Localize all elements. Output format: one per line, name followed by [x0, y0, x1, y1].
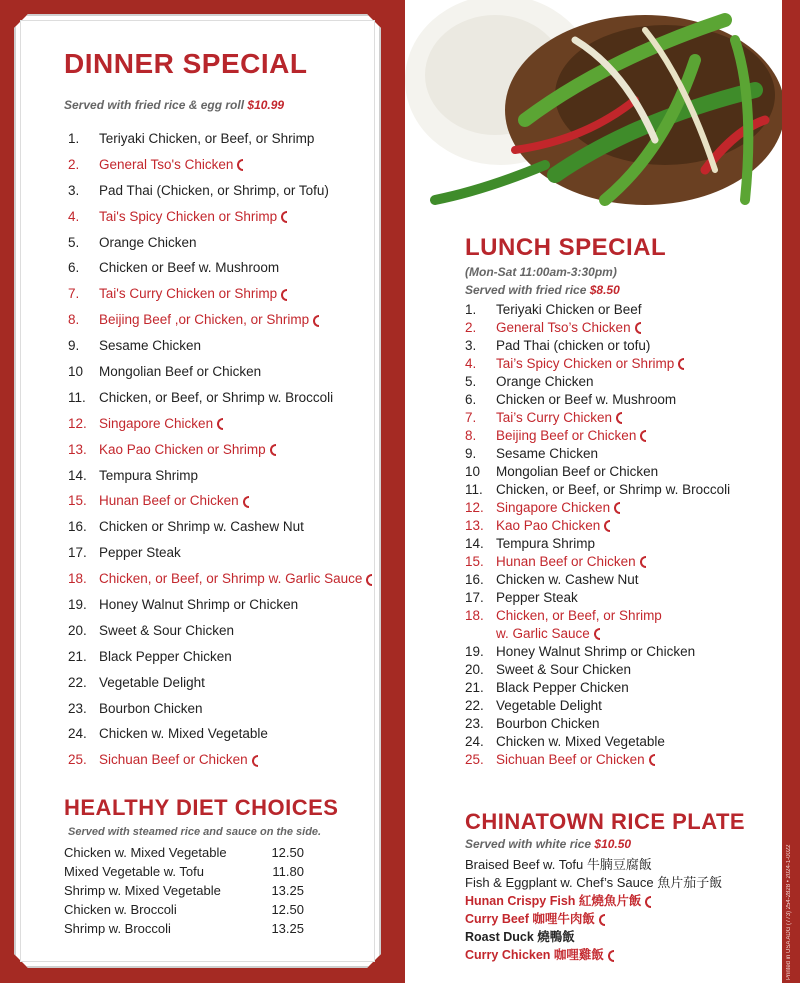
dinner-item-number: 17.	[68, 545, 87, 561]
lunch-item-name: Tai’s Spicy Chicken or Shrimp	[496, 356, 675, 371]
rice-plate-item	[465, 946, 775, 964]
lunch-item	[465, 409, 775, 427]
dinner-item-name: Black Pepper Chicken	[99, 648, 232, 664]
lunch-item	[465, 355, 775, 373]
healthy-subtitle: Served with steamed rice and sauce on the side.	[68, 826, 322, 838]
dinner-item	[68, 178, 368, 204]
lunch-item-number: 24.	[465, 734, 484, 749]
dinner-item-name-wrap	[99, 747, 258, 773]
food-photo	[405, 0, 782, 225]
rice-plate-item-name: Roast Duck 燒鴨飯	[465, 930, 575, 944]
rice-plate-item	[465, 874, 775, 892]
dinner-item	[68, 618, 368, 644]
spicy-pepper-icon	[281, 289, 287, 301]
dinner-item	[68, 566, 368, 592]
lunch-item-name: Beijing Beef or Chicken	[496, 428, 637, 443]
lunch-item	[465, 733, 775, 751]
dinner-item	[68, 592, 368, 618]
dinner-item-name: General Tso's Chicken	[99, 156, 234, 172]
spicy-pepper-icon	[217, 418, 223, 430]
dinner-item-name-wrap	[99, 359, 261, 385]
dinner-item-name-wrap	[99, 592, 298, 618]
lunch-item-number: 5.	[465, 374, 477, 389]
dinner-item-number: 19.	[68, 597, 87, 613]
dinner-item	[68, 514, 368, 540]
healthy-item-price: 13.25	[271, 921, 304, 936]
dinner-item-name-wrap	[99, 514, 304, 540]
dinner-item-name-wrap	[99, 463, 198, 489]
lunch-item	[465, 535, 775, 553]
lunch-item-name-wrap	[496, 535, 775, 553]
rice-plate-title: CHINATOWN RICE PLATE	[465, 809, 746, 834]
lunch-item	[465, 463, 775, 481]
dinner-item	[68, 696, 368, 722]
healthy-row	[64, 843, 314, 862]
dinner-item-name-wrap	[99, 566, 372, 592]
lunch-item-number: 21.	[465, 680, 484, 695]
dinner-item	[68, 281, 368, 307]
lunch-item-name-wrap	[496, 391, 775, 409]
lunch-item-number: 4.	[465, 356, 477, 371]
dinner-item-name: Mongolian Beef or Chicken	[99, 364, 262, 380]
lunch-subtitle-text: Served with fried rice	[465, 283, 587, 297]
lunch-item-name-wrap	[496, 409, 775, 427]
dinner-item-number: 1.	[68, 131, 80, 146]
rice-plate-item-name: Braised Beef w. Tofu 牛腩豆腐飯	[465, 857, 652, 872]
dinner-item-name-wrap	[99, 152, 243, 178]
lunch-item-number: 20.	[465, 662, 484, 677]
lunch-item	[465, 517, 775, 535]
dinner-item-number: 22.	[68, 674, 87, 690]
dinner-item-number: 21.	[68, 648, 87, 664]
lunch-hours: (Mon-Sat 11:00am-3:30pm)	[465, 265, 617, 279]
lunch-item	[465, 427, 775, 445]
lunch-item-number: 23.	[465, 716, 484, 731]
lunch-item	[465, 589, 775, 607]
dinner-item-number: 15.	[68, 493, 87, 509]
dinner-item-number: 16.	[68, 519, 87, 535]
lunch-item-name-wrap	[496, 319, 775, 337]
lunch-item-number: 11.	[465, 482, 483, 497]
lunch-item	[465, 337, 775, 355]
lunch-item	[465, 373, 775, 391]
rice-plate-subtitle	[465, 837, 631, 851]
rice-plate-item	[465, 856, 775, 874]
lunch-item	[465, 319, 775, 337]
lunch-item-number: 15.	[465, 554, 484, 569]
lunch-item-name-wrap	[496, 697, 775, 715]
lunch-price: $8.50	[589, 283, 620, 297]
lunch-item-number: 6.	[465, 392, 477, 407]
lunch-item-name-wrap	[496, 499, 775, 517]
lunch-item-number: 7.	[465, 410, 477, 425]
dinner-item-name: Sesame Chicken	[99, 338, 202, 354]
dinner-list	[68, 126, 368, 773]
dinner-item-name: Chicken w. Mixed Vegetable	[99, 726, 268, 742]
dinner-item-number: 6.	[68, 260, 80, 276]
dinner-item-name-wrap	[99, 618, 234, 644]
healthy-item-price: 13.25	[271, 883, 304, 898]
dinner-item-name-wrap	[99, 696, 203, 722]
lunch-item-number: 2.	[465, 320, 477, 335]
spicy-pepper-icon	[614, 502, 620, 514]
dinner-item-number: 13.	[68, 441, 87, 457]
rice-plate-item-name: Curry Chicken 咖哩雞飯	[465, 948, 604, 962]
dinner-item-number: 7.	[68, 286, 80, 302]
dinner-item-number: 8.	[68, 312, 80, 328]
spicy-pepper-icon	[270, 444, 276, 456]
dinner-price: $10.99	[247, 98, 285, 112]
rice-plate-item	[465, 928, 775, 946]
dinner-title: DINNER SPECIAL	[64, 48, 308, 79]
lunch-item-name: Tempura Shrimp	[496, 536, 596, 551]
lunch-item-name: Chicken or Beef w. Mushroom	[496, 392, 677, 407]
lunch-item-name: Hunan Beef or Chicken	[496, 554, 636, 569]
lunch-item-name: General Tso’s Chicken	[496, 320, 631, 335]
lunch-item-number: 16.	[465, 572, 484, 587]
lunch-item-name: Black Pepper Chicken	[496, 680, 629, 695]
rice-plate-item-name: Fish & Eggplant w. Chef’s Sauce 魚片茄子飯	[465, 875, 723, 890]
dinner-item	[68, 488, 368, 514]
lunch-item-name: Pad Thai (chicken or tofu)	[496, 338, 651, 353]
dinner-item	[68, 644, 368, 670]
lunch-item	[465, 391, 775, 409]
dinner-item	[68, 204, 368, 230]
dinner-item-name-wrap	[99, 721, 268, 747]
dinner-item-name: Sweet & Sour Chicken	[99, 622, 235, 638]
spicy-pepper-icon	[366, 574, 372, 586]
dinner-item-name: Tai's Spicy Chicken or Shrimp	[99, 208, 278, 224]
lunch-item-name: Chicken, or Beef, or Shrimp w. Broccoli	[496, 482, 731, 497]
lunch-item-name-wrap	[496, 301, 775, 319]
dinner-item	[68, 411, 368, 437]
dinner-item-name: Honey Walnut Shrimp or Chicken	[99, 597, 299, 613]
lunch-item-name-line2: w. Garlic Sauce	[496, 626, 590, 641]
dinner-item-name: Pad Thai (Chicken, or Shrimp, or Tofu)	[99, 182, 329, 198]
dinner-item-name-wrap	[99, 488, 249, 514]
lunch-item-name: Vegetable Delight	[496, 698, 602, 713]
lunch-item	[465, 499, 775, 517]
dinner-item	[68, 721, 368, 747]
rice-plate-item	[465, 910, 775, 928]
dinner-item-number: 10	[68, 364, 84, 380]
lunch-item-number: 17.	[465, 590, 484, 605]
lunch-item-name: Honey Walnut Shrimp or Chicken	[496, 644, 696, 659]
dinner-item-number: 2.	[68, 156, 80, 172]
lunch-item-number: 13.	[465, 518, 484, 533]
spicy-pepper-icon	[608, 950, 614, 962]
lunch-item-number: 3.	[465, 338, 477, 353]
dinner-item-name-wrap	[99, 178, 329, 204]
spicy-pepper-icon	[243, 496, 249, 508]
lunch-item-name-wrap	[496, 337, 775, 355]
lunch-item	[465, 301, 775, 319]
dinner-item-name: Chicken or Shrimp w. Cashew Nut	[99, 519, 304, 535]
spicy-pepper-icon	[281, 211, 287, 223]
lunch-item	[465, 679, 775, 697]
lunch-item-number: 14.	[465, 536, 484, 551]
dinner-subtitle	[64, 98, 284, 112]
lunch-item	[465, 445, 775, 463]
lunch-item-name-wrap	[496, 517, 775, 535]
healthy-item-name: Chicken w. Broccoli	[64, 902, 177, 917]
dinner-item-name: Tempura Shrimp	[99, 467, 199, 483]
lunch-item-number: 19.	[465, 644, 484, 659]
dinner-item-name: Beijing Beef ,or Chicken, or Shrimp	[99, 312, 310, 328]
dinner-item-name-wrap	[99, 126, 314, 152]
dinner-item-name-wrap	[99, 204, 287, 230]
dinner-item-name: Pepper Steak	[99, 545, 181, 561]
healthy-item-name: Shrimp w. Mixed Vegetable	[64, 883, 221, 898]
lunch-item-name-wrap	[496, 607, 775, 643]
lunch-item-name-wrap	[496, 481, 775, 499]
dinner-item	[68, 359, 368, 385]
lunch-item-name: Bourbon Chicken	[496, 716, 600, 731]
lunch-item	[465, 553, 775, 571]
spicy-pepper-icon	[313, 315, 319, 327]
dinner-item	[68, 152, 368, 178]
lunch-item-name: Tai’s Curry Chicken	[496, 410, 613, 425]
spicy-pepper-icon	[649, 754, 655, 766]
dinner-item-name-wrap	[99, 670, 205, 696]
lunch-item	[465, 643, 775, 661]
spicy-pepper-icon	[635, 322, 641, 334]
lunch-item-name-wrap	[496, 679, 775, 697]
lunch-item-name-wrap	[496, 373, 775, 391]
lunch-item-number: 8.	[465, 428, 477, 443]
dinner-item-name: Bourbon Chicken	[99, 700, 203, 716]
dinner-item-number: 18.	[68, 571, 87, 587]
lunch-item-number: 10	[465, 464, 481, 479]
spicy-pepper-icon	[252, 755, 258, 767]
dinner-item-name-wrap	[99, 255, 279, 281]
dinner-item-name-wrap	[99, 540, 181, 566]
spicy-pepper-icon	[678, 358, 684, 370]
spicy-pepper-icon	[645, 896, 651, 908]
dinner-item-name: Kao Pao Chicken or Shrimp	[99, 441, 266, 457]
lunch-item-name-wrap	[496, 553, 775, 571]
dinner-item-name: Singapore Chicken	[99, 415, 214, 431]
healthy-title: HEALTHY DIET CHOICES	[64, 795, 339, 820]
dinner-item-number: 20.	[68, 622, 87, 638]
dinner-item-name: Chicken, or Beef, or Shrimp w. Garlic Sauce	[99, 571, 363, 587]
dinner-item-name-wrap	[99, 385, 333, 411]
lunch-subtitle	[465, 283, 620, 297]
lunch-item-name: Sesame Chicken	[496, 446, 599, 461]
dinner-item-number: 25.	[68, 752, 87, 768]
lunch-item	[465, 481, 775, 499]
lunch-item	[465, 571, 775, 589]
dinner-item-number: 14.	[68, 467, 87, 483]
lunch-item-number: 9.	[465, 446, 477, 461]
lunch-item-name-wrap	[496, 589, 775, 607]
spicy-pepper-icon	[604, 520, 610, 532]
rice-plate-subtitle-text: Served with white rice	[465, 837, 592, 851]
dinner-item-number: 4.	[68, 208, 80, 224]
dinner-item	[68, 437, 368, 463]
lunch-item-name: Pepper Steak	[496, 590, 578, 605]
healthy-row	[64, 900, 314, 919]
lunch-title: LUNCH SPECIAL	[465, 234, 667, 261]
lunch-item-name: Sichuan Beef or Chicken	[496, 752, 645, 767]
dinner-item-name-wrap	[99, 281, 287, 307]
food-photo-image	[405, 0, 782, 225]
lunch-item	[465, 751, 775, 769]
dinner-item-name: Teriyaki Chicken, or Beef, or Shrimp	[99, 131, 315, 146]
dinner-item-name-wrap	[99, 437, 276, 463]
dinner-item-name-wrap	[99, 230, 197, 256]
lunch-item-name: Chicken, or Beef, or Shrimp	[496, 608, 662, 623]
lunch-item-name-wrap	[496, 427, 775, 445]
rice-plate-price: $10.50	[594, 837, 632, 851]
dinner-item	[68, 670, 368, 696]
healthy-item-name: Mixed Vegetable w. Tofu	[64, 864, 204, 879]
lunch-item-name: Sweet & Sour Chicken	[496, 662, 632, 677]
lunch-item-name: Singapore Chicken	[496, 500, 611, 515]
dinner-item-name-wrap	[99, 411, 223, 437]
lunch-item-name: Kao Pao Chicken	[496, 518, 601, 533]
healthy-item-name: Chicken w. Mixed Vegetable	[64, 845, 227, 860]
healthy-row	[64, 881, 314, 900]
dinner-subtitle-text: Served with fried rice & egg roll	[64, 98, 245, 112]
lunch-item-number: 12.	[465, 500, 484, 515]
lunch-item-name-wrap	[496, 571, 775, 589]
lunch-item-name: Mongolian Beef or Chicken	[496, 464, 659, 479]
healthy-item-price: 11.80	[272, 864, 304, 879]
dinner-item	[68, 126, 368, 152]
lunch-item-name: Orange Chicken	[496, 374, 594, 389]
lunch-item-name-wrap	[496, 715, 775, 733]
rice-plate-item-name: Hunan Crispy Fish 紅燒魚片飯	[465, 894, 642, 908]
dinner-item	[68, 463, 368, 489]
spicy-pepper-icon	[616, 412, 622, 424]
lunch-item-number: 22.	[465, 698, 484, 713]
dinner-item-number: 12.	[68, 415, 87, 431]
spicy-pepper-icon	[640, 556, 646, 568]
rice-plate-item-name: Curry Beef 咖哩牛肉飯	[465, 912, 595, 926]
dinner-item-number: 23.	[68, 700, 87, 716]
dinner-item	[68, 333, 368, 359]
rice-plate-list	[465, 856, 775, 964]
lunch-item-name-wrap	[496, 661, 775, 679]
dinner-item	[68, 255, 368, 281]
dinner-item	[68, 230, 368, 256]
lunch-item-number: 1.	[465, 302, 477, 317]
lunch-item-name: Chicken w. Mixed Vegetable	[496, 734, 665, 749]
lunch-item-name-wrap	[496, 643, 775, 661]
lunch-item-name-wrap	[496, 355, 775, 373]
lunch-item-name: Chicken w. Cashew Nut	[496, 572, 639, 587]
print-note: Printed in USA ADG (773) 254-2828 • 2024-1-0022	[786, 844, 792, 980]
dinner-item-name: Vegetable Delight	[99, 674, 205, 690]
lunch-item-name-wrap	[496, 733, 775, 751]
dinner-item-name-wrap	[99, 307, 319, 333]
spicy-pepper-icon	[599, 914, 605, 926]
healthy-table	[64, 843, 314, 938]
dinner-item	[68, 307, 368, 333]
dinner-item-name: Chicken, or Beef, or Shrimp w. Broccoli	[99, 389, 334, 405]
lunch-item-name-wrap	[496, 445, 775, 463]
healthy-item-price: 12.50	[271, 902, 304, 917]
spicy-pepper-icon	[237, 159, 243, 171]
dinner-item-number: 9.	[68, 338, 80, 354]
lunch-item-name-wrap	[496, 751, 775, 769]
dinner-item-name: Hunan Beef or Chicken	[99, 493, 239, 509]
lunch-item	[465, 697, 775, 715]
dinner-item	[68, 747, 368, 773]
lunch-list	[465, 301, 775, 769]
lunch-item-name: Teriyaki Chicken or Beef	[496, 302, 642, 317]
healthy-row	[64, 862, 314, 881]
dinner-item-number: 11.	[68, 389, 86, 405]
dinner-item-name-wrap	[99, 333, 201, 359]
healthy-row	[64, 919, 314, 938]
dinner-item	[68, 540, 368, 566]
spicy-pepper-icon	[640, 430, 646, 442]
dinner-item-name: Chicken or Beef w. Mushroom	[99, 260, 280, 276]
lunch-item	[465, 607, 775, 643]
dinner-item-name: Tai's Curry Chicken or Shrimp	[99, 286, 278, 302]
lunch-item-number: 18.	[465, 608, 484, 623]
dinner-item	[68, 385, 368, 411]
dinner-item-name: Sichuan Beef or Chicken	[99, 752, 248, 768]
spicy-pepper-icon	[594, 628, 600, 640]
lunch-item-name-wrap	[496, 463, 775, 481]
dinner-item-number: 24.	[68, 726, 87, 742]
dinner-item-number: 5.	[68, 234, 80, 250]
lunch-item	[465, 661, 775, 679]
rice-plate-item	[465, 892, 775, 910]
healthy-item-price: 12.50	[271, 845, 304, 860]
lunch-item-number: 25.	[465, 752, 484, 767]
dinner-item-name: Orange Chicken	[99, 234, 197, 250]
lunch-item	[465, 715, 775, 733]
dinner-item-number: 3.	[68, 182, 80, 198]
dinner-item-name-wrap	[99, 644, 232, 670]
healthy-item-name: Shrimp w. Broccoli	[64, 921, 171, 936]
